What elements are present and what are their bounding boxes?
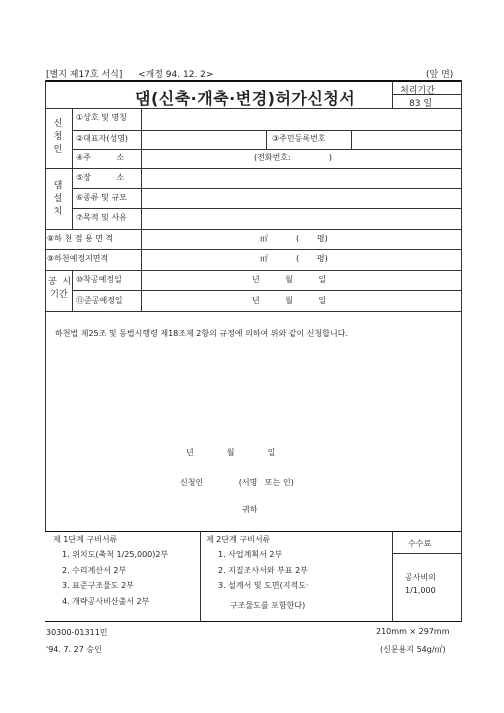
end-date-label: ⑪준공예정일 <box>76 296 123 305</box>
registration-number-label: ③주민등록번호 <box>272 134 326 143</box>
revision-date: <개정 94. 12. 2> <box>138 70 214 80</box>
row-line <box>45 168 461 169</box>
type-scale-label: ⑥종류 및 규모 <box>76 193 127 202</box>
stage2-doc-item: 2. 지질조사서와 부표 2부 <box>218 566 308 575</box>
row-line <box>45 229 461 230</box>
phone-label: (전화번호: ) <box>254 153 332 162</box>
page-side: (앞 면) <box>426 70 454 80</box>
processing-period-label: 처리기간 <box>400 86 435 96</box>
name-label: ①상호 및 명칭 <box>76 113 127 122</box>
stage1-docs-title: 제 1단계 구비서류 <box>53 535 118 544</box>
stage1-doc-item: 1. 위치도(축척 1/25,000)2부 <box>62 550 169 559</box>
fee-rate-line2: 1/1,000 <box>405 586 436 595</box>
stage2-doc-item: 1. 사업계획서 2부 <box>218 550 283 559</box>
form-title: 댐(신축·개축·변경)허가신청서 <box>135 89 356 108</box>
processing-period-value: 83 일 <box>409 99 433 109</box>
date-line: 년 월 일 <box>186 448 276 457</box>
representative-label: ②대표자(성명) <box>76 134 129 143</box>
fee-split-line <box>392 553 461 554</box>
right-border <box>461 80 462 622</box>
row-line <box>45 249 461 250</box>
row-line <box>72 290 461 291</box>
col-line <box>351 130 352 149</box>
stage2-docs-title: 제 2단계 구비서류 <box>206 535 271 544</box>
construction-group-label: 공 시 기간 <box>48 277 72 300</box>
form-code: 30300-01311민 <box>46 628 108 637</box>
location-label: ⑤장 소 <box>76 173 125 182</box>
col-line <box>392 531 393 621</box>
left-border <box>45 80 46 532</box>
form-number: [별지 제17호 서식] <box>46 70 123 80</box>
stage1-doc-item: 4. 개략공사비산출서 2부 <box>62 597 150 606</box>
row-line <box>45 621 461 622</box>
purpose-label: ⑦목적 및 사유 <box>76 213 127 222</box>
applicant-group-label: 신 청 인 <box>53 119 63 155</box>
processing-left-line <box>392 81 393 108</box>
address-label: ④주 소 <box>76 153 125 162</box>
fee-label: 수수료 <box>408 539 432 548</box>
stage1-doc-item: 2. 수리계산서 2부 <box>62 566 127 575</box>
start-date-value: 년 월 일 <box>252 275 327 284</box>
row-line <box>72 208 461 209</box>
col-line <box>72 108 73 229</box>
col-line <box>141 108 142 311</box>
paper-size: 210mm × 297mm <box>376 627 450 636</box>
row-line <box>72 188 461 189</box>
occupied-area-unit: ㎡ ( 평) <box>260 234 328 243</box>
col-line <box>200 531 201 621</box>
col-line <box>72 270 73 311</box>
row-line <box>45 531 461 532</box>
dam-site-group-label: 댐 설 치 <box>53 181 63 217</box>
addressee: 귀하 <box>242 505 258 514</box>
occupied-area-label: ⑧하 천 점 용 면 적 <box>47 234 114 243</box>
paper-type: (신문용지 54g/㎡) <box>380 645 446 654</box>
end-date-value: 년 월 일 <box>252 296 327 305</box>
planned-area-label: ⑨하천예정지면적 <box>47 254 109 263</box>
stage2-doc-item: 3. 설계서 및 도면(지적도· <box>218 581 309 590</box>
col-line <box>266 130 267 149</box>
row-line <box>45 311 461 312</box>
stage1-doc-item: 3. 표준구조물도 2부 <box>62 581 134 590</box>
stage2-doc-item: 구조물도를 포함한다) <box>230 601 306 610</box>
row-line <box>72 149 461 150</box>
start-date-label: ⑩착공예정일 <box>76 275 122 284</box>
signature-line: 신청인 (서명 또는 인) <box>180 478 294 487</box>
fee-rate-line1: 공사비의 <box>405 573 436 582</box>
declaration-text: 하천법 제25조 및 동법시행령 제18조제 2항의 규정에 의하여 위와 같이 신청합니다. <box>55 329 348 338</box>
top-border <box>45 80 461 82</box>
approval-date: '94. 7. 27 승인 <box>46 645 102 654</box>
planned-area-unit: ㎡ ( 평) <box>260 254 328 263</box>
row-line <box>45 270 461 271</box>
